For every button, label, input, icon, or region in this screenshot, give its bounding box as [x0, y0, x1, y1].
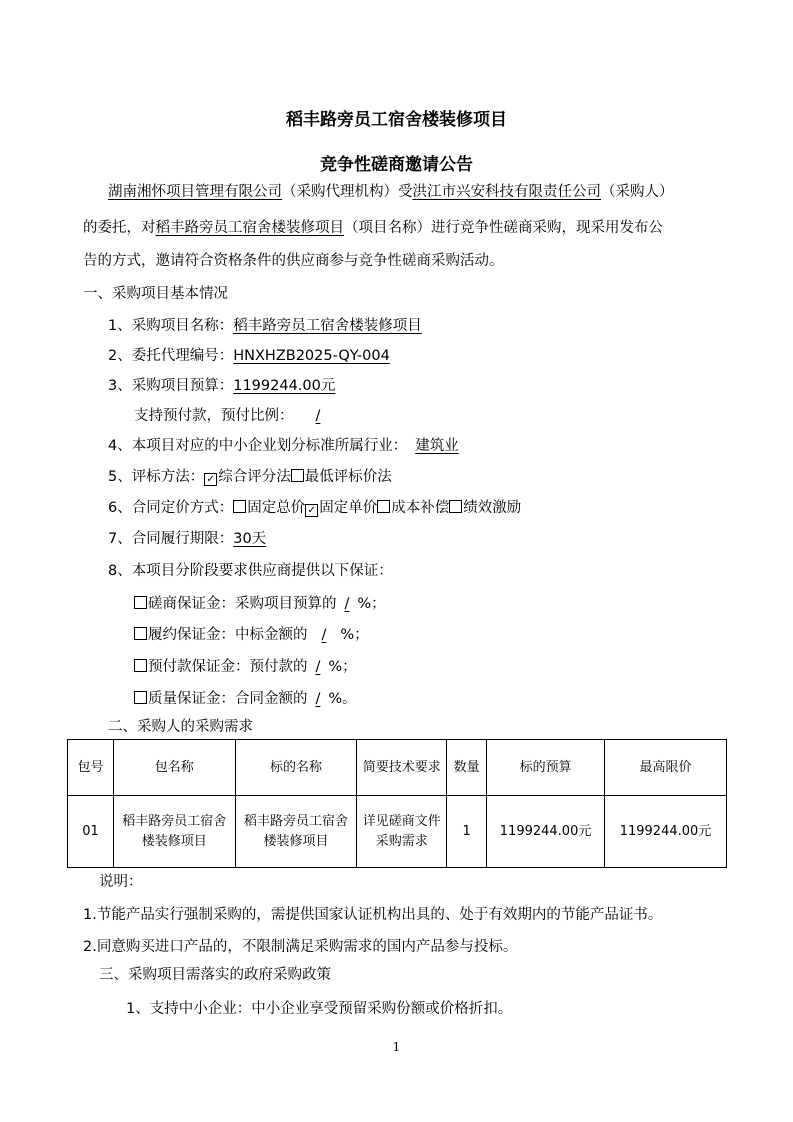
guarantee-value: /: [315, 691, 321, 707]
table-header: 包名称: [113, 740, 235, 796]
guarantee-label: 质量保证金：合同金额的: [148, 691, 308, 707]
item-contract-period: [108, 529, 276, 549]
table-cell: 稻丰路旁员工宿舍楼装修项目: [235, 796, 357, 868]
item-value: 稻丰路旁员工宿舍楼装修项目: [233, 318, 422, 334]
option-label: 最低评标价法: [304, 469, 392, 485]
project-name: 稻丰路旁员工宿舍楼装修项目: [155, 220, 344, 236]
checkbox-icon: [134, 596, 147, 609]
requirements-table: [67, 739, 727, 868]
item-project-name: [108, 316, 422, 336]
notes-label: 说明：: [99, 874, 143, 890]
checkbox-icon: [377, 500, 390, 513]
table-cell: 01: [68, 796, 114, 868]
item-guarantees: 8、本项目分阶段要求供应商提供以下保证：: [108, 563, 393, 579]
checkbox-icon: [449, 500, 462, 513]
agent-role: （采购代理机构）受: [282, 184, 413, 200]
item-evaluation-method: [108, 467, 392, 487]
item-label: 7、合同履行期限：: [108, 531, 234, 547]
intro-line-1: [108, 182, 674, 202]
page-number: 1: [392, 1040, 401, 1054]
table-cell: 稻丰路旁员工宿舍楼装修项目: [113, 796, 235, 868]
item-value: HNXHZB2025-QY-004: [233, 348, 390, 364]
table-cell: 1199244.00元: [605, 796, 727, 868]
guarantee-value: /: [344, 596, 350, 612]
item-agency-code: [108, 346, 390, 366]
section-3-heading: 三、采购项目需落实的政府采购政策: [99, 967, 331, 983]
guarantee-label: 预付款保证金：预付款的: [148, 659, 308, 675]
checkbox-icon: [233, 500, 246, 513]
table-header: 标的名称: [235, 740, 357, 796]
purchaser-role: （采购人）: [601, 184, 674, 200]
guarantee-bid: [134, 594, 386, 614]
item-value: 建筑业: [415, 438, 459, 454]
item-label: 3、采购项目预算：: [108, 378, 234, 394]
table-header-row: [68, 740, 727, 796]
intro-line-3: 告的方式，邀请符合资格条件的供应商参与竞争性磋商采购活动。: [83, 253, 504, 269]
option-label: 绩效激励: [463, 500, 522, 516]
checkbox-checked-icon: ✓: [305, 504, 318, 517]
table-header: 最高限价: [605, 740, 727, 796]
table-cell: 1: [447, 796, 487, 868]
checkbox-icon: [134, 691, 147, 704]
table-cell: 详见磋商文件采购需求: [357, 796, 447, 868]
table-header: 包号: [68, 740, 114, 796]
policy-item-1: 1、支持中小企业：中小企业享受预留采购份额或价格折扣。: [126, 1001, 513, 1017]
item-label: 2、委托代理编号：: [108, 348, 234, 364]
guarantee-label: 磋商保证金：采购项目预算的: [148, 596, 337, 612]
item-label: 支持预付款，预付比例：: [134, 408, 294, 424]
option-label: 综合评分法: [218, 469, 291, 485]
guarantee-prepayment: [134, 657, 357, 677]
table-header: 数量: [447, 740, 487, 796]
item-value: 30天: [233, 531, 267, 547]
guarantee-value: /: [315, 659, 321, 675]
document-title: 稻丰路旁员工宿舍楼装修项目: [286, 110, 507, 130]
percent-sign: %；: [328, 659, 357, 675]
table-cell: 1199244.00元: [487, 796, 605, 868]
section-2-heading: 二、采购人的采购需求: [108, 719, 253, 735]
intro-line-2: [83, 218, 663, 238]
note-1: 1.节能产品实行强制采购的，需提供国家认证机构出具的、处于有效期内的节能产品证书。: [83, 907, 663, 923]
checkbox-icon: [134, 659, 147, 672]
checkbox-icon: [291, 469, 304, 482]
item-label: 1、采购项目名称：: [108, 318, 234, 334]
guarantee-performance: [134, 625, 369, 645]
item-value: /: [315, 408, 321, 424]
agent-name: 湖南湘怀项目管理有限公司: [108, 184, 282, 200]
purchaser-name: 洪江市兴安科技有限责任公司: [412, 184, 601, 200]
intro-text: （项目名称）进行竞争性磋商采购，现采用发布公: [344, 220, 663, 236]
percent-sign: %；: [357, 596, 386, 612]
item-label: 5、评标方法：: [108, 469, 205, 485]
section-1-heading: 一、采购项目基本情况: [83, 286, 228, 302]
percent-sign: %；: [340, 627, 369, 643]
guarantee-quality: [134, 689, 357, 709]
guarantee-label: 履约保证金：中标金额的: [148, 627, 308, 643]
item-label: 4、本项目对应的中小企业划分标准所属行业：: [108, 438, 408, 454]
item-budget: [108, 376, 335, 396]
item-label: 6、合同定价方式：: [108, 500, 234, 516]
table-header: 标的预算: [487, 740, 605, 796]
option-label: 成本补偿: [391, 500, 450, 516]
intro-text: 的委托，对: [83, 220, 156, 236]
table-header: 简要技术要求: [357, 740, 447, 796]
note-2: 2.同意购买进口产品的，不限制满足采购需求的国内产品参与投标。: [83, 939, 518, 955]
checkbox-checked-icon: ✓: [204, 473, 217, 486]
option-label: 固定单价: [319, 500, 378, 516]
percent-sign: %。: [328, 691, 357, 707]
option-label: 固定总价: [247, 500, 306, 516]
table-row: [68, 796, 727, 868]
item-value: 1199244.00元: [233, 378, 336, 394]
item-prepayment: [134, 406, 342, 426]
checkbox-icon: [134, 627, 147, 640]
item-industry: [108, 436, 467, 456]
item-pricing-method: [108, 498, 521, 518]
guarantee-value: /: [321, 627, 327, 643]
document-subtitle: 竞争性磋商邀请公告: [320, 155, 473, 175]
